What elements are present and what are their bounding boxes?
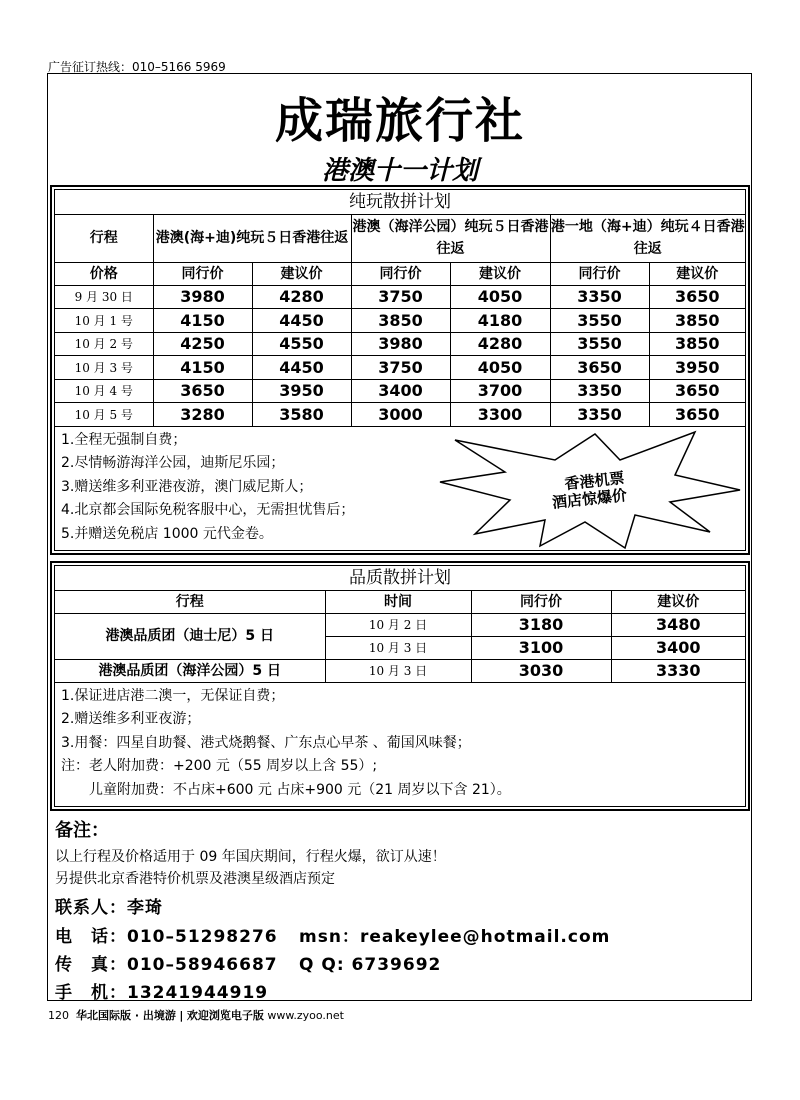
wholesale-price: 3030: [471, 659, 611, 682]
price-label: 价格: [55, 262, 153, 285]
wholesale-price: 3980: [153, 285, 252, 309]
note-item: 3.赠送维多利亚港夜游，澳门威尼斯人；: [61, 478, 313, 495]
suggested-price: 3650: [649, 379, 745, 403]
route-name: 港澳(海+迪)纯玩５日香港往返: [153, 215, 351, 262]
wholesale-price: 3750: [351, 285, 450, 309]
fax-number: 010–58946687: [127, 955, 278, 975]
footer-slogan: 欢迎浏览电子版: [186, 1009, 264, 1022]
col-suggested: 建议价: [252, 262, 351, 285]
qq-label: Q Q:: [299, 955, 352, 975]
note-item: 2.尽情畅游海洋公园，迪斯尼乐园；: [61, 455, 285, 471]
tour-name: 港澳品质团（海洋公园）5 日: [55, 659, 325, 682]
col-suggested: 建议价: [450, 262, 550, 285]
msn-address[interactable]: reakeylee@hotmail.com: [359, 927, 611, 947]
footer-url[interactable]: www.zyoo.net: [267, 1009, 344, 1022]
col-suggested: 建议价: [649, 262, 745, 285]
note-item: 1.保证进店港二澳一，无保证自费；: [61, 687, 285, 704]
col-time: 时间: [325, 591, 471, 613]
suggested-price: 4280: [252, 285, 351, 309]
suggested-price: 3480: [611, 613, 745, 636]
note-item: 3.用餐：四星自助餐、港式烧鹅餐、广东点心早茶 、葡国风味餐；: [61, 734, 471, 751]
section-heading: 品质散拼计划: [55, 566, 745, 591]
route-name: 港澳（海洋公园）纯玩５日香港往返: [351, 215, 550, 262]
note-item: 5.并赠送免税店 1000 元代金卷。: [61, 525, 273, 542]
tour-date: 10 月 3 日: [325, 636, 471, 659]
wholesale-price: 3650: [550, 356, 649, 380]
wholesale-price: 3650: [153, 379, 252, 403]
suggested-price: 4450: [252, 356, 351, 380]
wholesale-price: 3280: [153, 403, 252, 427]
note-item: 儿童附加费：不占床+600 元 占床+900 元（21 周岁以下含 21）。: [61, 781, 511, 798]
tour-date: 10 月 3 日: [325, 659, 471, 682]
wholesale-price: 3750: [351, 356, 450, 380]
remarks-heading: 备注：: [55, 820, 109, 841]
price-row: [55, 332, 745, 356]
route-label: 行程: [55, 215, 153, 262]
section-quality: [50, 561, 750, 811]
note-item: 1.全程无强制自费；: [61, 431, 187, 448]
price-table: [55, 215, 745, 427]
wholesale-price: 3350: [550, 285, 649, 309]
mobile-number[interactable]: 13241944919: [127, 983, 269, 1003]
contact-tel-row: [55, 922, 610, 947]
remarks: [55, 816, 446, 890]
page-number: 120: [48, 1009, 69, 1022]
suggested-price: 4550: [252, 332, 351, 356]
suggested-price: 3850: [649, 309, 745, 333]
wholesale-price: 3180: [471, 613, 611, 636]
note-item: 2.赠送维多利亚夜游；: [61, 711, 201, 727]
suggested-price: 3330: [611, 659, 745, 682]
wholesale-price: 3400: [351, 379, 450, 403]
wholesale-price: 3100: [471, 636, 611, 659]
suggested-price: 3700: [450, 379, 550, 403]
wholesale-price: 3550: [550, 309, 649, 333]
tour-name: 港澳品质团（迪士尼）5 日: [55, 613, 325, 659]
suggested-price: 4050: [450, 356, 550, 380]
col-route: 行程: [55, 591, 325, 613]
col-suggested: 建议价: [611, 591, 745, 613]
notes-list: [55, 683, 745, 805]
suggested-price: 3950: [649, 356, 745, 380]
col-wholesale: 同行价: [153, 262, 252, 285]
tour-date: 10 月 2 日: [325, 613, 471, 636]
suggested-price: 3850: [649, 332, 745, 356]
note-item: 注：老人附加费：+200 元（55 周岁以上含 55）;: [61, 758, 378, 774]
wholesale-price: 4150: [153, 356, 252, 380]
departure-date: 10 月 2 号: [55, 332, 153, 356]
departure-date: 10 月 5 号: [55, 403, 153, 427]
footer-separator: |: [179, 1009, 184, 1022]
price-row: [55, 379, 745, 403]
col-wholesale: 同行价: [471, 591, 611, 613]
tel-label: 电 话：: [55, 927, 127, 947]
contact-person-name: 李琦: [127, 898, 163, 918]
section-heading: 纯玩散拼计划: [55, 190, 745, 215]
suggested-price: 3300: [450, 403, 550, 427]
tel-number[interactable]: 010–51298276: [127, 927, 278, 947]
wholesale-price: 3350: [550, 379, 649, 403]
departure-date: 9 月 30 日: [55, 285, 153, 309]
publication-name: 华北国际版 · 出境游: [76, 1009, 176, 1022]
remarks-line: 另提供北京香港特价机票及港澳星级酒店预定: [55, 871, 335, 887]
promo-burst: [435, 430, 745, 550]
suggested-price: 4450: [252, 309, 351, 333]
price-row: [55, 356, 745, 380]
suggested-price: 4050: [450, 285, 550, 309]
note-item: 4.北京都会国际免税客服中心，无需担忧售后；: [61, 502, 355, 518]
suggested-price: 3650: [649, 403, 745, 427]
col-wholesale: 同行价: [351, 262, 450, 285]
suggested-price: 3580: [252, 403, 351, 427]
suggested-price: 3650: [649, 285, 745, 309]
suggested-price: 3400: [611, 636, 745, 659]
contact-person-label: 联系人：: [55, 898, 127, 918]
remarks-line: 以上行程及价格适用于 09 年国庆期间，行程火爆，欲订从速！: [55, 849, 446, 865]
wholesale-price: 3850: [351, 309, 450, 333]
ad-hotline: 广告征订热线：010–5166 5969: [48, 60, 226, 74]
mobile-label: 手 机：: [55, 983, 127, 1003]
price-row: [55, 403, 745, 427]
contact-person: [55, 893, 163, 918]
contact-mobile-row: [55, 978, 268, 1003]
wholesale-price: 3550: [550, 332, 649, 356]
page-title: 成瑞旅行社: [274, 93, 525, 149]
route-name: 港一地（海+迪）纯玩４日香港往返: [550, 215, 745, 262]
burst-text-1: 香港机票: [563, 468, 626, 494]
page-footer: [48, 1007, 344, 1023]
wholesale-price: 3350: [550, 403, 649, 427]
suggested-price: 4280: [450, 332, 550, 356]
price-row: [55, 285, 745, 309]
departure-date: 10 月 3 号: [55, 356, 153, 380]
fax-label: 传 真：: [55, 955, 127, 975]
wholesale-price: 3980: [351, 332, 450, 356]
col-wholesale: 同行价: [550, 262, 649, 285]
price-row: [55, 309, 745, 333]
contact-fax-row: [55, 950, 441, 975]
qq-number: 6739692: [351, 955, 442, 975]
suggested-price: 3950: [252, 379, 351, 403]
wholesale-price: 4250: [153, 332, 252, 356]
burst-text-2: 酒店惊爆价: [551, 486, 628, 512]
msn-label: msn：: [299, 927, 360, 947]
departure-date: 10 月 1 号: [55, 309, 153, 333]
quality-table: [55, 591, 745, 683]
page-subtitle: 港澳十一计划: [321, 156, 478, 186]
wholesale-price: 4150: [153, 309, 252, 333]
suggested-price: 4180: [450, 309, 550, 333]
wholesale-price: 3000: [351, 403, 450, 427]
departure-date: 10 月 4 号: [55, 379, 153, 403]
